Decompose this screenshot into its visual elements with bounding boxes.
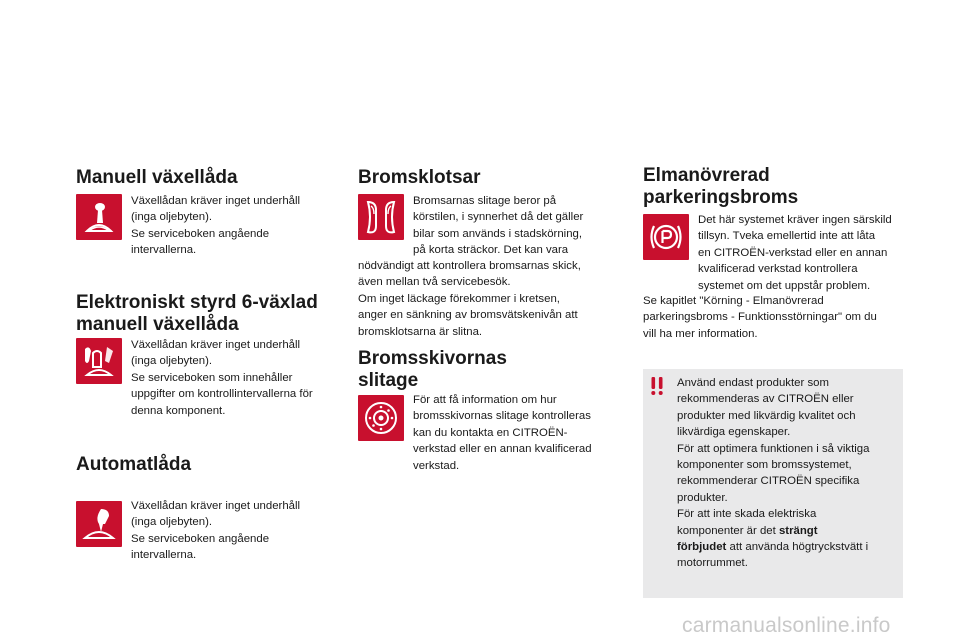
text-bromsklotsar-indented: Bromsarnas slitage beror på körstilen, i synnerhet då det gäller bilar som används i stadskörning, på korta sträckor. Det kan vara: [413, 195, 584, 257]
text-manuell: Växellådan kräver inget underhåll (inga oljebyten). Se serviceboken angående intervallerna.: [131, 195, 301, 257]
automatic-gear-icon: [76, 501, 122, 547]
section-title-bromsklotsar: Bromsklotsar: [358, 167, 481, 188]
section-title-bromsskivor: Bromsskivornas slitage: [358, 348, 507, 391]
text-elbroms-full: Se kapitlet "Körning - Elmanövrerad parkeringsbroms - Funktionsstörningar" om du vill ha mer information.: [643, 295, 877, 340]
brake-disc-icon: [358, 395, 404, 441]
text-elektroniskt: Växellådan kräver inget underhåll (inga oljebyten). Se serviceboken som innehåller uppgifter om kontrollintervallerna för denna komponent.: [131, 339, 313, 417]
warning-text: Använd endast produkter som rekommenderas av CITROËN eller produkter med likvärdig kvalitet och likvärdiga egenskaper. För att optimera funktionen i så viktiga komponenter som bromssystemet, rekommenderar CITROËN specifika produkter. För att inte skada elektriska komponenter är det strängt förbjudet att använda högtryckstvätt i motorrummet.: [677, 377, 870, 570]
text-bromsskivor: För att få information om hur bromsskivornas slitage kontrolleras kan du kontakta en CITROËN- verkstad eller en annan kvalificerad verkstad.: [413, 394, 592, 472]
section-title-manuell: Manuell växellåda: [76, 167, 238, 188]
electronic-gearbox-icon: [76, 338, 122, 384]
section-title-elbroms: Elmanövrerad parkeringsbroms: [643, 165, 799, 208]
parking-brake-icon: [643, 214, 689, 260]
section-title-automat: Automatlåda: [76, 454, 192, 475]
warning-exclamation-icon: [646, 375, 668, 402]
text-elbroms-indented: Det här systemet kräver ingen särskild tillsyn. Tveka emellertid inte att låta en CITROËN-verkstad eller en annan kvalificerad verkstad kontrollera systemet om det uppstår problem.: [698, 214, 892, 292]
text-automat: Växellådan kräver inget underhåll (inga oljebyten). Se serviceboken angående intervallerna.: [131, 500, 301, 562]
footer-watermark: carmanualsonline.info: [682, 614, 891, 637]
brake-pads-icon: [358, 194, 404, 240]
text-bromsklotsar-full: nödvändigt att kontrollera bromsarnas skick, även mellan två servicebesök. Om inget läckage förekommer i kretsen, anger en sänkning av bromsvätskenivån att bromsklotsarna är slitna.: [358, 260, 581, 338]
warning-text-bold: strängt förbjudet: [677, 524, 818, 554]
gear-shifter-icon: [76, 194, 122, 240]
section-title-elektroniskt: Elektroniskt styrd 6-växlad manuell växellåda: [76, 292, 318, 335]
